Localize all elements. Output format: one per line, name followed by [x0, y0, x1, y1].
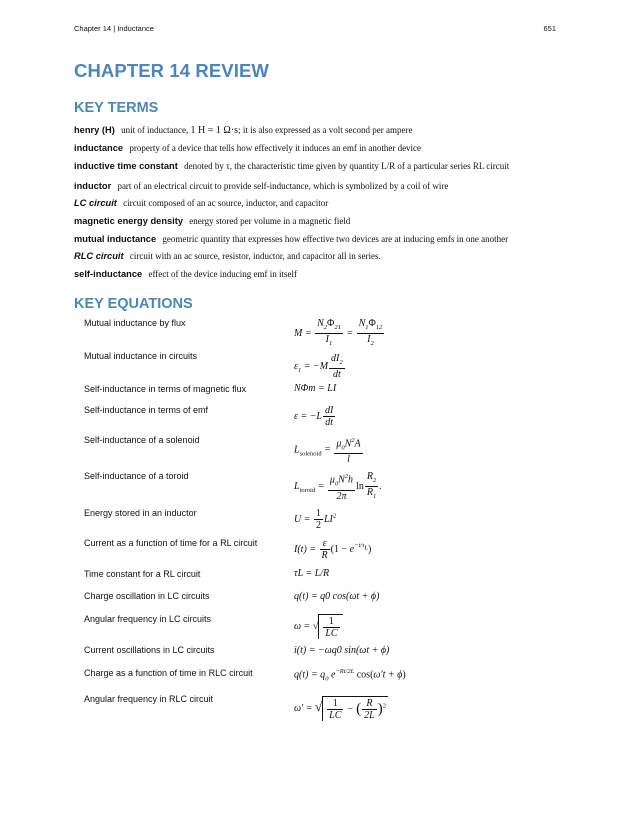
equation-label: Energy stored in an inductor [84, 508, 197, 518]
equation-math: q(t) = q0 cos(ωt + ϕ) [294, 591, 380, 602]
term-definition: circuit composed of an ac source, inductor, and capacitor [123, 198, 329, 208]
term-inductance [74, 142, 574, 158]
term-rlc-circuit [74, 250, 574, 266]
term-name: inductance [74, 143, 124, 153]
equation-label: Angular frequency in RLC circuit [84, 694, 214, 704]
equation-label: Current as a function of time for a RL circuit [84, 538, 258, 548]
equation-label: Time constant for a RL circuit [84, 569, 201, 579]
term-magnetic-energy-density [74, 215, 574, 231]
term-name: inductor [74, 181, 112, 191]
equation-math: ε = −L $\frac{dI}{dt}$ [294, 405, 334, 428]
chapter-label: Chapter 14 | Inductance [74, 24, 154, 33]
equation-math: $L_{toroid}$ = $\frac{\mu_0N^2h}{2\pi}$ ln $\frac{R_2}{R_1}$ . [294, 471, 382, 502]
term-definition: part of an electrical circuit to provide self-inductance, which is symbolized by a coil of wire [117, 181, 449, 191]
term-mutual-inductance [74, 233, 574, 249]
term-definition: geometric quantity that expresses how effective two devices are at inducing emfs in one another [162, 234, 509, 244]
equation-math: i(t) = −ωq0 sin(ωt + ϕ) [294, 645, 390, 656]
term-name: RLC circuit [74, 251, 124, 261]
equation-math: $q(t) = q_0$ $e^{-Rt/2L}$ cos(ω′t + ϕ) [294, 668, 406, 683]
term-name: LC circuit [74, 198, 117, 208]
equation-label: Mutual inductance by flux [84, 318, 186, 328]
equation-math: ω′ = √ $\frac{1}{LC}$ − ( $\frac{R}{2L}$ )$^2$ [294, 698, 386, 721]
equation-label: Self-inductance of a solenoid [84, 435, 200, 445]
equation-label: Current oscillations in LC circuits [84, 645, 215, 655]
term-name: mutual inductance [74, 234, 157, 244]
equation-label: Self-inductance in terms of magnetic flux [84, 384, 247, 394]
equation-label: Mutual inductance in circuits [84, 351, 198, 361]
equation-math: U = $\frac{1}{2}$ $LI^2$ [294, 508, 337, 531]
term-henry [74, 124, 574, 140]
page-number: 651 [543, 24, 556, 33]
term-definition: circuit with an ac source, resistor, inductor, and capacitor all in series. [129, 251, 381, 261]
section-key-terms: KEY TERMS [74, 100, 159, 116]
equation-math: I(t) = $\frac{\varepsilon}{R}$ $(1 - e^{-t/\tau_L})$ [294, 538, 372, 561]
term-name: inductive time constant [74, 161, 178, 171]
term-definition: denoted by τ, the characteristic time given by quantity L/R of a particular series RL circuit [184, 161, 510, 171]
section-key-equations: KEY EQUATIONS [74, 296, 193, 312]
term-inductor [74, 180, 574, 196]
term-definition: energy stored per volume in a magnetic field [189, 216, 351, 226]
running-header [74, 24, 556, 36]
term-definition: unit of inductance, 1 H = 1 Ω·s; it is also expressed as a volt second per ampere [121, 125, 413, 136]
equation-label: Angular frequency in LC circuits [84, 614, 212, 624]
term-definition: effect of the device inducing emf in itself [148, 269, 297, 279]
equation-math: $\varepsilon_1 = -M$ $\frac{dI_2}{dt}$ [294, 353, 343, 380]
chapter-title: CHAPTER 14 REVIEW [74, 60, 269, 81]
term-lc-circuit [74, 197, 574, 213]
term-inductive-time-constant [74, 160, 574, 176]
term-name: henry (H) [74, 125, 115, 135]
equation-math: τL = L/R [294, 568, 330, 579]
equation-math: M = $\frac{N_2\Phi_{21}}{I_1}$ = $\frac{N_1\Phi_{12}}{I_2}$ [294, 318, 383, 347]
equation-math: ω = √ $\frac{1}{LC}$ [294, 614, 343, 639]
equation-math: $L_{solenoid}$ = $\frac{\mu_0N^2A}{l}$ [294, 437, 361, 466]
term-name: self-inductance [74, 269, 143, 279]
equation-label: Self-inductance in terms of emf [84, 405, 209, 415]
equation-label: Charge as a function of time in RLC circuit [84, 668, 253, 678]
term-self-inductance [74, 268, 574, 284]
equation-math: NΦm = LI [294, 383, 337, 394]
term-definition: property of a device that tells how effectively it induces an emf in another device [129, 143, 422, 153]
equation-label: Self-inductance of a toroid [84, 471, 189, 481]
term-name: magnetic energy density [74, 216, 184, 226]
equation-label: Charge oscillation in LC circuits [84, 591, 210, 601]
